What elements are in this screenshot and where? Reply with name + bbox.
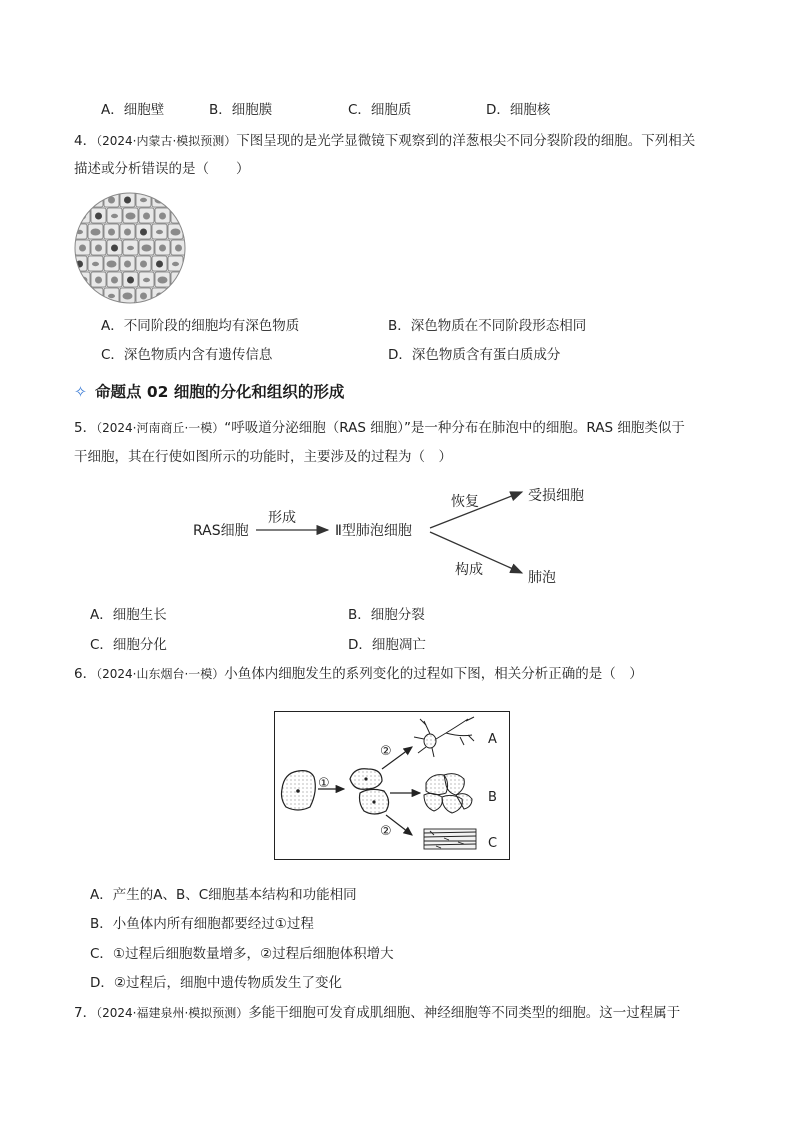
step2-label-top: ②	[380, 744, 392, 759]
q3-option-d[interactable]: D．细胞核	[486, 102, 551, 118]
sparkle-icon: ✧	[74, 383, 87, 401]
q7-stem	[74, 1003, 680, 1023]
onion-root-tip-micrograph	[74, 192, 186, 304]
micro-nucleus	[172, 197, 179, 204]
micro-nucleus	[171, 229, 181, 236]
micro-nucleus	[140, 198, 147, 202]
step1-label: ①	[318, 776, 330, 791]
q5-option-d[interactable]: D．细胞凋亡	[348, 637, 426, 653]
q6-source: （2024·山东烟台·一模）	[96, 667, 225, 681]
micro-nucleus	[95, 213, 102, 220]
q4-text-line1: 下图呈现的是光学显微镜下观察到的洋葱根尖不同分裂阶段的细胞。下列相关	[236, 133, 696, 149]
q3-option-b[interactable]: B．细胞膜	[209, 102, 273, 118]
q6-number: 6．	[74, 666, 97, 682]
q7-text: 多能干细胞可发育成肌细胞、神经细胞等不同类型的细胞。这一过程属于	[248, 1005, 681, 1021]
q5-source: （2024·河南商丘·一模）	[96, 421, 225, 435]
diagram-label-restore: 恢复	[451, 494, 479, 510]
micro-nucleus	[140, 261, 147, 268]
diagram-type2-alveolar-cell: Ⅱ型肺泡细胞	[335, 523, 412, 539]
q4-stem-line2: 描述或分析错误的是（ ）	[74, 161, 250, 177]
q4-option-d[interactable]: D．深色物质含有蛋白质成分	[388, 347, 561, 363]
label-a: A	[488, 732, 497, 747]
diagram-alveolus: 肺泡	[528, 570, 556, 586]
micro-nucleus	[156, 261, 163, 268]
fish-cell-change-figure	[274, 711, 510, 861]
micro-nucleus	[124, 197, 131, 204]
micro-nucleus	[111, 277, 118, 284]
q3-option-c[interactable]: C．细胞质	[348, 102, 412, 118]
micro-nucleus	[124, 261, 131, 268]
micro-nucleus	[76, 293, 83, 300]
q6-option-b[interactable]: B．小鱼体内所有细胞都要经过①过程	[90, 916, 314, 932]
micro-nucleus	[156, 230, 163, 234]
micro-nucleus	[140, 229, 147, 236]
label-b: B	[488, 790, 497, 805]
q5-option-c[interactable]: C．细胞分化	[90, 637, 167, 653]
micro-nucleus	[95, 277, 102, 284]
q4-option-b[interactable]: B．深色物质在不同阶段形态相同	[388, 318, 587, 334]
micro-nucleus	[111, 214, 118, 218]
section-title: 命题点 02 细胞的分化和组织的形成	[95, 383, 345, 401]
micro-nucleus	[107, 261, 117, 268]
q5-stem-line2: 干细胞，其在行使如图所示的功能时，主要涉及的过程为（ ）	[74, 449, 452, 465]
micro-cell	[168, 192, 183, 207]
diagram-label-form: 形成	[268, 510, 296, 526]
micro-cell	[74, 192, 87, 207]
micro-cell	[171, 208, 186, 223]
q5-number: 5．	[74, 420, 97, 436]
q6-option-d[interactable]: D．②过程后，细胞中遗传物质发生了变化	[90, 975, 342, 991]
micro-nucleus	[127, 277, 134, 284]
diagram-label-compose: 构成	[455, 562, 483, 578]
micro-nucleus	[175, 245, 182, 252]
micro-cell	[75, 272, 90, 287]
section-heading	[74, 380, 344, 402]
micro-nucleus	[91, 229, 101, 236]
micro-nucleus	[92, 197, 99, 204]
q6-option-a[interactable]: A．产生的A、B、C细胞基本结构和功能相同	[90, 887, 357, 903]
ras-cell-diagram	[0, 480, 794, 590]
micro-nucleus	[95, 245, 102, 252]
q4-option-a[interactable]: A．不同阶段的细胞均有深色物质	[101, 318, 300, 334]
q6-text: 小鱼体内细胞发生的系列变化的过程如下图，相关分析正确的是（ ）	[224, 666, 643, 682]
q5-option-a[interactable]: A．细胞生长	[90, 607, 167, 623]
q5-option-b[interactable]: B．细胞分裂	[348, 607, 425, 623]
micro-nucleus	[92, 293, 99, 300]
micro-nucleus	[159, 213, 166, 220]
micro-nucleus	[142, 245, 152, 252]
q7-number: 7．	[74, 1005, 97, 1021]
micro-nucleus	[143, 213, 150, 220]
q6-stem	[74, 664, 643, 684]
q5-stem-line1	[74, 418, 685, 438]
label-c: C	[488, 836, 498, 851]
micro-nucleus	[127, 246, 134, 250]
micro-nucleus	[79, 245, 86, 252]
micro-nucleus	[108, 294, 115, 298]
micro-nucleus	[143, 278, 150, 282]
q4-number: 4．	[74, 133, 97, 149]
micro-nucleus	[159, 245, 166, 252]
q4-stem-line1	[74, 131, 695, 151]
micro-nucleus	[123, 293, 133, 300]
q3-option-a[interactable]: A．细胞壁	[101, 102, 165, 118]
q5-text-line1: “呼吸道分泌细胞（RAS 细胞）”是一种分布在肺泡中的细胞。RAS 细胞类似于	[224, 420, 685, 436]
q4-option-c[interactable]: C．深色物质内含有遗传信息	[101, 347, 273, 363]
q4-source: （2024·内蒙古·模拟预测）	[96, 134, 237, 148]
diagram-damaged-cell: 受损细胞	[528, 488, 584, 504]
step2-label-bottom: ②	[380, 824, 392, 839]
micro-cell	[74, 288, 87, 303]
micro-nucleus	[140, 293, 147, 300]
micro-nucleus	[172, 293, 179, 300]
micro-nucleus	[92, 262, 99, 266]
micro-nucleus	[108, 229, 115, 236]
muscle-fibers	[424, 829, 476, 849]
micro-nucleus	[111, 245, 118, 252]
micro-nucleus	[126, 213, 136, 220]
micro-nucleus	[75, 197, 85, 204]
q7-source: （2024·福建泉州·模拟预测）	[96, 1006, 249, 1020]
q6-option-c[interactable]: C．①过程后细胞数量增多，②过程后细胞体积增大	[90, 946, 394, 962]
micro-nucleus	[124, 229, 131, 236]
micro-nucleus	[78, 277, 88, 284]
micro-nucleus	[172, 262, 179, 266]
micro-cell	[168, 288, 183, 303]
diagram-ras-cell: RAS细胞	[193, 523, 249, 539]
micro-nucleus	[158, 277, 168, 284]
